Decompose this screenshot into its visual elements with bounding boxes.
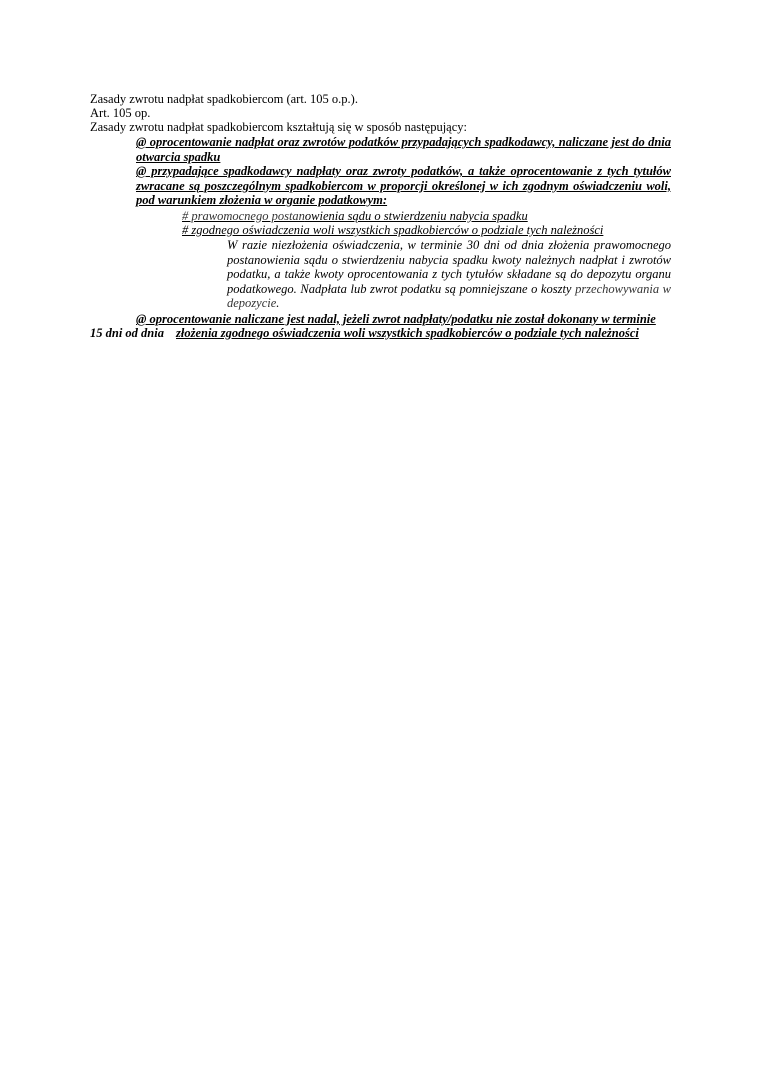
document-title-line: [90, 92, 358, 106]
article-text: Art. 105 op.: [90, 106, 151, 120]
note-paragraph: [227, 238, 671, 311]
sub-point-1-text-b: owienia sądu o stwierdzeniu nabycia spadku: [304, 209, 528, 223]
sub-point-2-text: # zgodnego oświadczenia woli wszystkich spadkobierców o podziale tych należności: [182, 223, 604, 237]
point-1-paragraph: [136, 135, 671, 164]
point-3-text-line-2a: 15 dni od dnia: [90, 326, 164, 340]
point-3-first-line: [136, 312, 671, 327]
point-2-paragraph: [136, 164, 671, 208]
article-reference-line: [90, 106, 150, 120]
point-3-text-line-2b: złożenia zgodnego oświadczenia woli wszystkich spadkobierców o podziale tych należności: [176, 326, 639, 340]
intro-line: [90, 120, 467, 134]
note-text-main: W razie niezłożenia oświadczenia, w terminie 30 dni od dnia złożenia prawomocnego postanowienia sądu o stwierdzeniu nabycia spadku kwoty należnych nadpłat i zwrotów podatku, a także kwoty oprocentowania z tych tytułów składane są do depozytu organu podatkowego. Nadpłata lub zwrot podatku są pomniejszane o koszty: [227, 238, 671, 296]
sub-point-1-text-a: # prawomocnego postan: [182, 209, 305, 223]
sub-point-2-line: [182, 223, 603, 237]
title-text: Zasady zwrotu nadpłat spadkobiercom (art. 105 o.p.).: [90, 92, 358, 106]
note-text-storage: przechowywania w depozycie: [227, 281, 671, 310]
point-3-text-line-1: @ oprocentowanie naliczane jest nadal, jeżeli zwrot nadpłaty/podatku nie został dokonany w terminie: [136, 312, 656, 326]
note-text-end: .: [276, 296, 280, 310]
point-2-text: @ przypadające spadkodawcy nadpłaty oraz zwroty podatków, a także oprocentowanie z tych tytułów zwracane są poszczególnym spadkobiercom w proporcji określonej w ich zgodnym oświadczeniu woli, pod warunkiem złożenia w organie podatkowym:: [136, 164, 671, 207]
sub-point-1-line: [182, 209, 528, 223]
point-3-second-line: [90, 326, 639, 340]
point-1-text: @ oprocentowanie nadpłat oraz zwrotów podatków przypadających spadkodawcy, naliczane jest do dnia otwarcia spadku: [136, 135, 671, 164]
intro-text: Zasady zwrotu nadpłat spadkobiercom kształtują się w sposób następujący:: [90, 120, 467, 134]
